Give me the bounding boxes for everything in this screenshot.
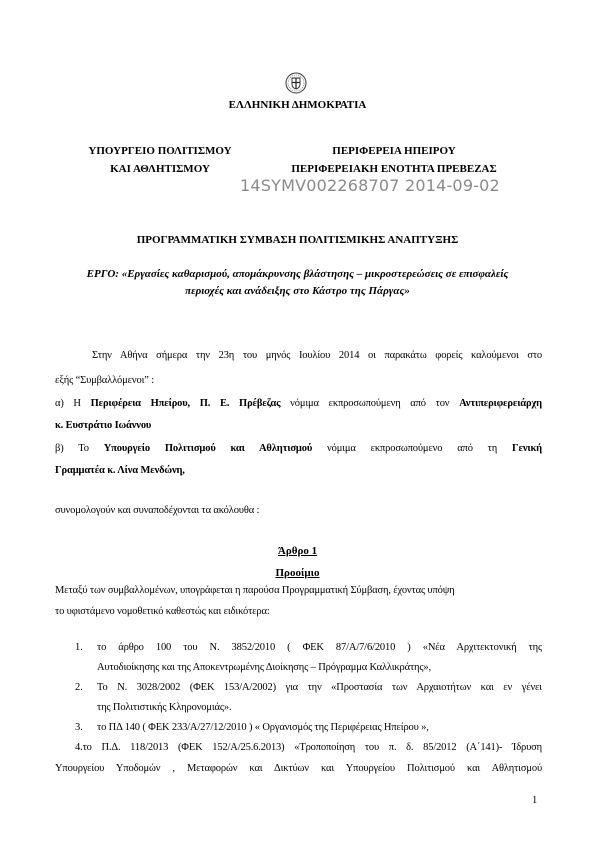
document-id-watermark: 14SYMV002268707 2014-09-02	[240, 176, 500, 195]
list-item-text: το Π.Δ. 118/2013 (ΦΕΚ 152/Α/25.6.2013) «Τροποποίηση του π. δ. 85/2012 (Α΄141)- Ίδρυση	[82, 742, 542, 753]
project-line2: περιοχές και ανάδειξης στο Κάστρο της Πάργας»	[185, 285, 410, 297]
party-a-middle: νόμιμα εκπροσωπούμενη από τον	[280, 398, 460, 409]
party-a-prefix: α) Η	[55, 398, 91, 409]
ministry-block	[70, 145, 250, 175]
party-a-line1	[55, 398, 542, 409]
greek-coat-of-arms-icon	[285, 72, 307, 94]
party-a-rep-name: κ. Ευστράτιο Ιωάννου	[55, 420, 152, 431]
party-b-prefix: β) Το	[55, 443, 104, 454]
republic-text: ΕΛΛΗΝΙΚΗ ΔΗΜΟΚΡΑΤΙΑ	[228, 99, 367, 111]
party-a-rep: Αντιπεριφερειάρχη	[459, 398, 542, 409]
intro-line2: εξής “Συμβαλλόμενοι” :	[55, 375, 155, 386]
project-line1: ΕΡΓΟ: «Εργασίες καθαρισμού, απομάκρυνσης βλάστησης – μικροστερεώσεις σε επισφαλείς	[86, 268, 509, 280]
list-item-line2: της Πολιτιστικής Κληρονομιάς».	[97, 702, 232, 713]
republic-heading	[0, 99, 595, 111]
list-item-line2: Αυτοδιοίκησης και της Αποκεντρωμένης Διοίκησης – Πρόγραμμα Καλλικράτης»,	[97, 662, 431, 673]
document-title: ΠΡΟΓΡΑΜΜΑΤΙΚΗ ΣΥΜΒΑΣΗ ΠΟΛΙΤΙΣΜΙΚΗΣ ΑΝΑΠΤΥΞΗΣ	[136, 234, 459, 246]
party-b-rep-name: Γραμματέα κ. Λίνα Μενδώνη,	[55, 465, 185, 476]
region-line2: ΠΕΡΙΦΕΡΕΙΑΚΗ ΕΝΟΤΗΤΑ ΠΡΕΒΕΖΑΣ	[291, 163, 497, 175]
list-item-number: 4.	[75, 742, 83, 753]
region-block	[250, 145, 538, 175]
party-b-name: Υπουργείο Πολιτισμού και Αθλητισμού	[103, 443, 313, 454]
intro-line1: Στην Αθήνα σήμερα την 23η του μηνός Ιουλίου 2014 οι παρακάτω φορείς καλούμενοι στο	[92, 350, 542, 361]
region-line1: ΠΕΡΙΦΕΡΕΙΑ ΗΠΕΙΡΟΥ	[332, 145, 456, 157]
list-item-number: 2.	[75, 682, 83, 693]
list-item-number: 1.	[75, 642, 83, 653]
ministry-line2: ΚΑΙ ΑΘΛΗΤΙΣΜΟΥ	[110, 163, 210, 175]
list-item-line1	[75, 742, 542, 753]
party-b-rep: Γενική	[511, 443, 542, 454]
list-item-line1: το άρθρο 100 του Ν. 3852/2010 ( ΦΕΚ 87/Α/7/6/2010 ) «Νέα Αρχιτεκτονική της	[97, 642, 542, 653]
project-title	[60, 268, 535, 297]
party-b-middle: νόμιμα εκπροσωπούμενο από τη	[312, 443, 512, 454]
list-item-line2: Υπουργείου Υποδομών , Μεταφορών και Δικτύων και Υπουργείου Πολιτισμού και Αθλητισμού	[55, 763, 542, 774]
list-item-number: 3.	[75, 722, 83, 733]
article-heading: Άρθρο 1	[277, 545, 318, 557]
list-item-line1: το ΠΔ 140 ( ΦΕΚ 233/Α/27/12/2010 ) « Οργανισμός της Περιφέρειας Ηπείρου »,	[97, 722, 429, 733]
article-subheading: Προοίμιο	[275, 567, 320, 579]
ministry-line1: ΥΠΟΥΡΓΕΙΟ ΠΟΛΙΤΙΣΜΟΥ	[88, 145, 232, 157]
list-item-line1: Το Ν. 3028/2002 (ΦΕΚ 153/Α/2002) για την «Προστασία των Αρχαιοτήτων και εν γένει	[97, 682, 542, 693]
party-b-line1	[55, 443, 542, 454]
article-paragraph-line1: Μεταξύ των συμβαλλομένων, υπογράφεται η παρούσα Προγραμματική Σύμβαση, έχοντας υπόψη	[55, 585, 455, 596]
article-paragraph-line2: το υφιστάμενο νομοθετικό καθεστώς και ειδικότερα:	[55, 606, 270, 617]
agreement-statement: συνομολογούν και συναποδέχονται τα ακόλουθα :	[55, 505, 260, 516]
party-a-name: Περιφέρεια Ηπείρου, Π. Ε. Πρέβεζας	[90, 398, 281, 409]
page-number: 1	[532, 795, 538, 806]
